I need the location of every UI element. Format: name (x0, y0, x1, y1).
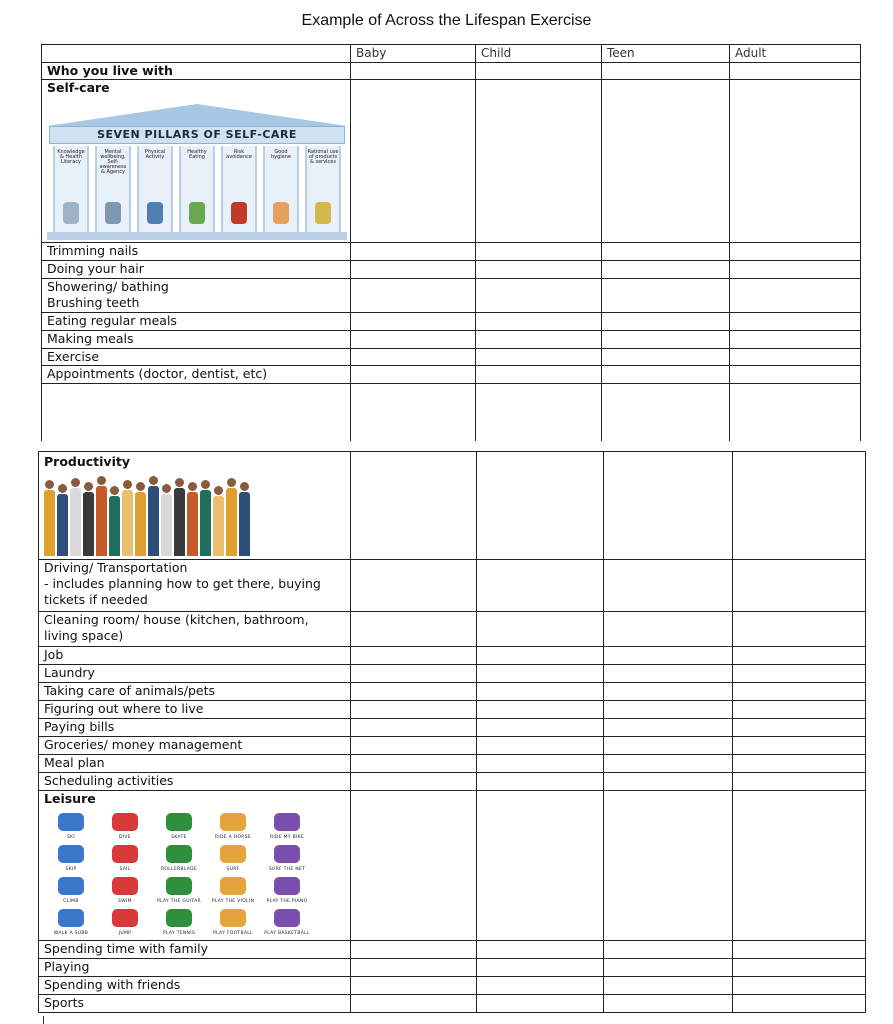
worker-head (162, 484, 171, 493)
table-row (39, 737, 866, 755)
table-row (42, 261, 861, 279)
leisure-activity (206, 845, 260, 875)
pillars-base (47, 232, 347, 240)
row-label: Scheduling activities (39, 773, 351, 791)
activity-caption: WALK A SUBB (53, 931, 89, 936)
leisure-activity (152, 877, 206, 907)
worker-body (96, 486, 107, 556)
row-label: Cleaning room/ house (kitchen, bathroom, living space) (39, 612, 351, 647)
worker-body (148, 486, 159, 556)
pillar: Knowledge & Health Literacy (53, 146, 89, 232)
worker-head (214, 486, 223, 495)
productivity-label: Productivity (44, 454, 130, 469)
worker-head (58, 484, 67, 493)
worker-body (213, 496, 224, 556)
activity-caption: SURF THE NET (268, 867, 306, 872)
pillar-icon (63, 202, 79, 224)
activity-icon (166, 845, 192, 863)
leisure-label: Leisure (44, 791, 96, 806)
activity-icon (112, 845, 138, 863)
table-row (39, 959, 866, 977)
pillar: Healthy Eating (179, 146, 215, 232)
worker-body (57, 494, 68, 556)
header-row (42, 45, 861, 63)
leisure-activity (44, 813, 98, 843)
activity-caption: PLAY FOOTBALL (213, 931, 253, 936)
seven-pillars-image (47, 104, 347, 242)
worker-head (227, 478, 236, 487)
worker-figure (226, 478, 237, 556)
activity-caption: JUMP (118, 931, 132, 936)
leisure-activity (206, 877, 260, 907)
worker-figure (187, 482, 198, 556)
table-row (39, 665, 866, 683)
pillar-icon (231, 202, 247, 224)
table-row (42, 279, 861, 313)
worker-body (109, 496, 120, 556)
row-label: Laundry (39, 665, 351, 683)
worker-body (226, 488, 237, 556)
activity-caption: PLAY TENNIS (162, 931, 196, 936)
row-label: Eating regular meals (42, 313, 351, 331)
table-row (42, 313, 861, 331)
worker-figure (57, 484, 68, 556)
leisure-activity (98, 845, 152, 875)
pillar: Good hygiene (263, 146, 299, 232)
row-label: Driving/ Transportation - includes planning how to get there, buying tickets if needed (39, 560, 351, 612)
table-row (42, 243, 861, 261)
leisure-activity (260, 845, 314, 875)
pillars-roof (47, 104, 347, 126)
activity-icon (274, 909, 300, 927)
leisure-activity (152, 845, 206, 875)
worker-head (71, 478, 80, 487)
activity-icon (166, 877, 192, 895)
worker-head (175, 478, 184, 487)
worker-head (240, 482, 249, 491)
table-row (39, 995, 866, 1013)
worker-head (110, 486, 119, 495)
table-row (39, 755, 866, 773)
worker-body (174, 488, 185, 556)
activity-caption: PLAY THE PIANO (266, 899, 308, 904)
header-child: Child (476, 45, 602, 63)
row-label: Playing (39, 959, 351, 977)
pillar: Risk avoidance (221, 146, 257, 232)
row-label: Spending with friends (39, 977, 351, 995)
worker-head (97, 476, 106, 485)
worker-figure (213, 486, 224, 556)
leisure-activity (206, 813, 260, 843)
activity-caption: SWIM (118, 899, 132, 904)
activity-icon (166, 909, 192, 927)
workers-image (44, 478, 345, 556)
worker-figure (83, 482, 94, 556)
leisure-activity (44, 909, 98, 939)
activity-icon (58, 845, 84, 863)
worker-body (187, 492, 198, 556)
worker-body (44, 490, 55, 556)
self-care-table (41, 44, 861, 441)
leisure-activity (260, 813, 314, 843)
activity-caption: RIDE MY BIKE (269, 835, 305, 840)
pillar-icon (315, 202, 331, 224)
leisure-activity (44, 845, 98, 875)
pillar-icon (105, 202, 121, 224)
table-row (42, 349, 861, 366)
row-label: Groceries/ money management (39, 737, 351, 755)
activity-caption: SKIP (65, 867, 77, 872)
activity-icon (58, 813, 84, 831)
table-row (39, 773, 866, 791)
leisure-activity (98, 813, 152, 843)
activity-caption: PLAY THE VIOLIN (211, 899, 255, 904)
productivity-leisure-table (38, 451, 866, 1013)
productivity-row (39, 452, 866, 560)
row-label: Paying bills (39, 719, 351, 737)
worker-body (135, 492, 146, 556)
table-row (39, 560, 866, 612)
activity-icon (274, 813, 300, 831)
worker-figure (200, 480, 211, 556)
row-label: Figuring out where to live (39, 701, 351, 719)
table-row (39, 977, 866, 995)
leisure-activity (98, 909, 152, 939)
table-row (39, 647, 866, 665)
pillar-icon (189, 202, 205, 224)
table-row (39, 701, 866, 719)
leisure-clipart-image (44, 813, 319, 939)
row-label: Appointments (doctor, dentist, etc) (42, 366, 351, 384)
activity-caption: DIVE (119, 835, 131, 840)
worker-body (239, 492, 250, 556)
activity-caption: PLAY THE GUITAR (157, 899, 201, 904)
worker-figure (109, 486, 120, 556)
worker-figure (96, 476, 107, 556)
activity-icon (220, 813, 246, 831)
table-row (42, 366, 861, 384)
worker-head (123, 480, 132, 489)
table-row (39, 719, 866, 737)
leisure-activity (44, 877, 98, 907)
worker-head (149, 476, 158, 485)
leisure-activity (152, 909, 206, 939)
activity-icon (112, 909, 138, 927)
worker-body (70, 488, 81, 556)
worker-figure (122, 480, 133, 556)
worker-figure (161, 484, 172, 556)
worker-head (201, 480, 210, 489)
row-label: Doing your hair (42, 261, 351, 279)
worker-body (200, 490, 211, 556)
pillar: Rational use of products & services (305, 146, 341, 232)
row-label: Showering/ bathing Brushing teeth (42, 279, 351, 313)
row-label: Sports (39, 995, 351, 1013)
header-baby: Baby (351, 45, 476, 63)
leisure-activity (152, 813, 206, 843)
activity-caption: ROLLERBLADE (160, 867, 198, 872)
pillars-columns (53, 146, 341, 232)
worker-figure (239, 482, 250, 556)
activity-caption: CLIMB (63, 899, 79, 904)
activity-icon (220, 845, 246, 863)
row-label: Exercise (42, 349, 351, 366)
leisure-activity (98, 877, 152, 907)
pillar: Mental wellbeing, Self-awareness & Agency (95, 146, 131, 232)
pillar-icon (273, 202, 289, 224)
table-row (42, 63, 861, 80)
row-label: Spending time with family (39, 941, 351, 959)
table-row (39, 612, 866, 647)
worker-figure (70, 478, 81, 556)
row-label: Meal plan (39, 755, 351, 773)
header-adult: Adult (730, 45, 861, 63)
empty-row (42, 384, 861, 441)
header-empty-cell (42, 45, 351, 63)
leisure-row (39, 791, 866, 941)
pillar: Physical Activity (137, 146, 173, 232)
worker-head (188, 482, 197, 491)
activity-icon (274, 845, 300, 863)
text-cursor (43, 1016, 44, 1024)
row-label: Making meals (42, 331, 351, 349)
activity-icon (220, 877, 246, 895)
who-you-live-with-label: Who you live with (42, 63, 351, 80)
worker-figure (148, 476, 159, 556)
activity-caption: SAIL (119, 867, 131, 872)
activity-icon (166, 813, 192, 831)
activity-caption: SKI (66, 835, 76, 840)
activity-icon (58, 877, 84, 895)
activity-caption: RIDE A HORSE (214, 835, 252, 840)
header-teen: Teen (602, 45, 730, 63)
worker-head (45, 480, 54, 489)
worker-body (83, 492, 94, 556)
table-row (42, 331, 861, 349)
pillar-icon (147, 202, 163, 224)
document-title: Example of Across the Lifespan Exercise (301, 12, 592, 29)
worker-body (161, 494, 172, 556)
leisure-activity (260, 909, 314, 939)
activity-caption: SKATE (171, 835, 187, 840)
worker-head (136, 482, 145, 491)
worker-figure (135, 482, 146, 556)
activity-icon (58, 909, 84, 927)
activity-icon (112, 877, 138, 895)
table-row (39, 683, 866, 701)
activity-icon (220, 909, 246, 927)
table-row (39, 941, 866, 959)
self-care-label: Self-care (47, 80, 110, 95)
worker-head (84, 482, 93, 491)
self-care-row (42, 80, 861, 243)
row-label: Job (39, 647, 351, 665)
activity-caption: SURF (226, 867, 240, 872)
activity-caption: PLAY BASKETBALL (264, 931, 310, 936)
pillars-heading: SEVEN PILLARS OF SELF-CARE (49, 126, 345, 144)
leisure-activity (260, 877, 314, 907)
worker-figure (174, 478, 185, 556)
activity-icon (112, 813, 138, 831)
row-label: Trimming nails (42, 243, 351, 261)
activity-icon (274, 877, 300, 895)
row-label: Taking care of animals/pets (39, 683, 351, 701)
worker-body (122, 490, 133, 556)
worker-figure (44, 480, 55, 556)
leisure-activity (206, 909, 260, 939)
